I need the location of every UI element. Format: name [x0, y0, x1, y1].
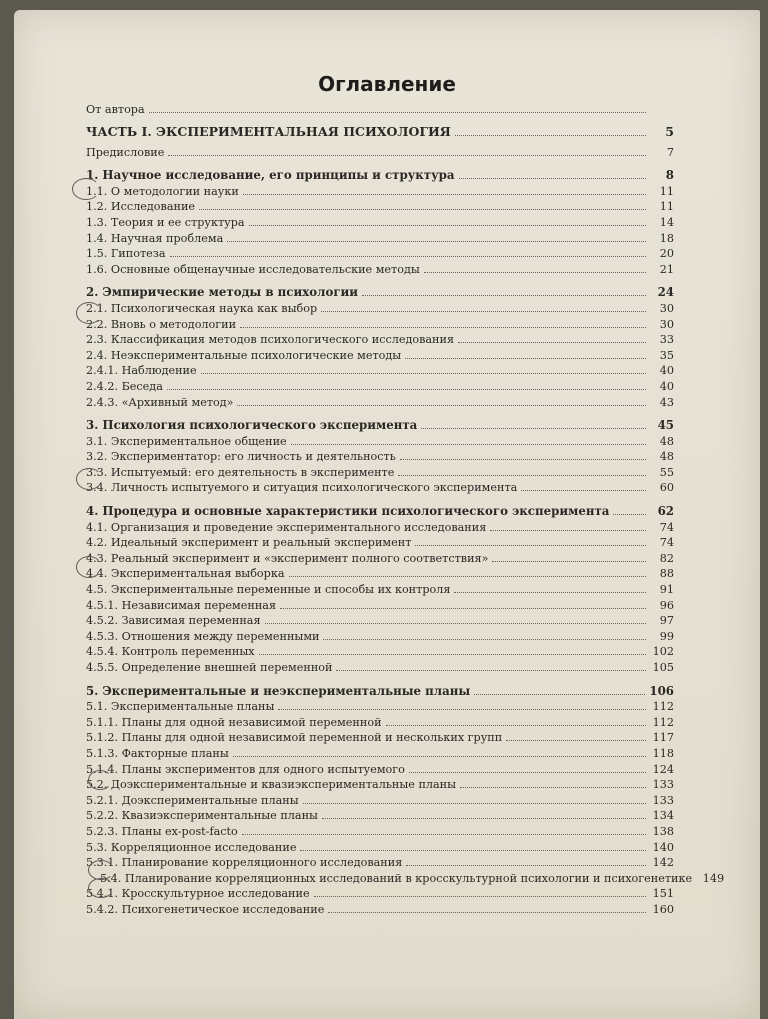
toc-entry-title: 5.1. Экспериментальные планы [86, 700, 275, 714]
toc-entry [86, 332, 674, 348]
toc-entry [86, 145, 674, 161]
dot-leader [454, 583, 646, 593]
toc-page-number: 133 [652, 793, 674, 807]
toc-entry [86, 317, 674, 333]
toc-entry-title: 2.4.3. «Архивный метод» [86, 395, 234, 409]
toc-entry-title: 5.1.1. Планы для одной независимой переменной [86, 715, 382, 729]
dot-leader [265, 614, 646, 624]
toc-entry [86, 902, 674, 918]
toc-page-number: 118 [652, 746, 674, 760]
toc-entry-title: 3.1. Экспериментальное общение [86, 434, 287, 448]
toc-chapter-entry [86, 418, 674, 434]
toc-entry [86, 520, 674, 536]
dot-leader [278, 700, 646, 710]
toc-page-number: 133 [652, 778, 674, 792]
dot-leader [613, 505, 646, 515]
toc-entry [86, 551, 674, 567]
dot-leader [233, 747, 646, 757]
dot-leader [168, 146, 646, 156]
toc-entry [86, 348, 674, 364]
dot-leader [424, 263, 646, 273]
toc-entry [86, 886, 674, 902]
dot-leader [328, 903, 646, 913]
toc-page-number: 11 [659, 184, 674, 198]
dot-leader [321, 302, 646, 312]
toc-entry [86, 598, 674, 614]
toc-entry-title: 5.1.4. Планы экспериментов для одного испытуемого [86, 762, 405, 776]
toc-entry-title: 5.2. Доэкспериментальные и квазиэкспериментальные планы [86, 778, 457, 792]
toc-page-number: 7 [666, 145, 674, 159]
toc-page-number: 45 [657, 418, 674, 433]
toc-entry-title: 4.5.5. Определение внешней переменной [86, 661, 333, 674]
toc-entry [86, 231, 674, 247]
dot-leader [167, 380, 646, 390]
dot-leader [289, 567, 647, 577]
toc-entry-title: 2.4. Неэкспериментальные психологические методы [86, 348, 402, 362]
dot-leader [249, 216, 646, 226]
toc-entry [86, 777, 674, 793]
toc-page-number: 102 [652, 645, 674, 659]
dot-leader [280, 599, 646, 609]
toc-page-number: 40 [659, 379, 674, 393]
toc-entry-title: 4.4. Экспериментальная выборка [86, 567, 285, 581]
toc-entry-title: 4.5. Экспериментальные переменные и способы их контроля [86, 583, 451, 597]
dot-leader [336, 661, 646, 671]
toc-entry [86, 582, 674, 598]
pencil-circle-mark [88, 878, 114, 898]
toc-entry [86, 480, 674, 496]
toc-entry [86, 215, 674, 231]
toc-entry [86, 184, 674, 200]
dot-leader [149, 103, 646, 113]
dot-leader [291, 435, 646, 445]
toc-entry-title: 4.5.1. Независимая переменная [86, 598, 277, 612]
toc-entry-title: 5.4.1. Кросскультурное исследование [86, 887, 310, 901]
toc-entry [86, 246, 674, 262]
pencil-circle-mark [88, 770, 112, 790]
toc-entry [86, 824, 674, 840]
dot-leader [406, 856, 646, 866]
toc-entry-title: Предисловие [86, 145, 165, 159]
toc-entry [86, 746, 674, 762]
toc-page-number: 88 [659, 567, 674, 581]
pencil-circle-mark [72, 178, 100, 200]
toc-page-number: 43 [659, 395, 674, 409]
toc-page-number: 5 [665, 123, 674, 139]
dot-leader [492, 552, 646, 562]
dot-leader [421, 419, 646, 429]
dot-leader [405, 349, 646, 359]
toc-chapter-entry [86, 168, 674, 184]
toc-page-number: 48 [659, 450, 674, 464]
toc-chapter-entry [86, 285, 674, 301]
dot-leader [400, 450, 646, 460]
page-title: Оглавление [318, 72, 456, 96]
toc-entry [86, 566, 674, 582]
toc-page-number: 91 [659, 583, 674, 597]
toc-entry [86, 629, 674, 645]
toc-entry [86, 102, 674, 118]
toc-entry-title: 2.3. Классификация методов психологического исследования [86, 333, 455, 347]
dot-leader [460, 778, 646, 788]
toc-page-number: 160 [652, 902, 674, 916]
toc-entry [86, 363, 674, 379]
toc-page-number: 140 [652, 840, 674, 854]
dot-leader [386, 716, 646, 726]
toc-entry [86, 699, 674, 715]
toc-page-number: 33 [659, 333, 674, 347]
toc-entry [86, 644, 674, 660]
toc-entry [86, 535, 674, 551]
toc-entry [86, 715, 674, 731]
toc-entry-title: 5.2.1. Доэкспериментальные планы [86, 793, 299, 807]
toc-page-number: 112 [652, 700, 674, 714]
toc-page-number: 21 [659, 262, 674, 276]
toc-entry [86, 855, 674, 871]
toc-page-number: 134 [652, 809, 674, 823]
toc-entry-title: 4.3. Реальный эксперимент и «эксперимент полного соответствия» [86, 551, 489, 565]
dot-leader [323, 630, 646, 640]
toc-entry-title: 4.2. Идеальный эксперимент и реальный эксперимент [86, 536, 412, 550]
dot-leader [398, 466, 646, 476]
toc-page-number: 99 [659, 629, 674, 643]
toc-entry-title: 4.1. Организация и проведение экспериментального исследования [86, 520, 487, 534]
toc-page-number: 106 [649, 683, 674, 698]
toc-entry-title: 3.3. Испытуемый: его деятельность в эксперименте [86, 465, 395, 479]
toc-entry-title: 3. Психология психологического эксперимента [86, 418, 418, 433]
toc-entry-title: ЧАСТЬ I. ЭКСПЕРИМЕНТАЛЬНАЯ ПСИХОЛОГИЯ [86, 123, 451, 139]
toc-page-number: 40 [659, 364, 674, 378]
toc-page-number: 11 [659, 200, 674, 214]
toc-entry-title: 2.4.1. Наблюдение [86, 364, 197, 378]
dot-leader [300, 841, 646, 851]
toc-entry-title: 2.1. Психологическая наука как выбор [86, 301, 318, 315]
toc-entry-title: 5. Экспериментальные и неэкспериментальные планы [86, 683, 471, 698]
toc-entry-title: 5.1.3. Факторные планы [86, 746, 229, 760]
toc-entry-title: 2.2. Вновь о методологии [86, 317, 237, 331]
dot-leader [458, 333, 646, 343]
toc-entry-title: 1.5. Гипотеза [86, 247, 166, 261]
dot-leader [170, 247, 646, 257]
toc-chapter-entry [86, 684, 674, 700]
dot-leader [237, 396, 646, 406]
toc-entry-title: 5.4. Планирование корреляционных исследований в кросскультурной психологии и психогенетике [100, 871, 693, 885]
toc-page-number: 97 [659, 614, 674, 628]
pencil-circle-mark [76, 302, 102, 324]
toc-entry [86, 395, 674, 411]
toc-entry-title: 1.1. О методологии науки [86, 184, 239, 198]
dot-leader [362, 286, 646, 296]
toc-entry [86, 301, 674, 317]
toc-page-number: 30 [659, 301, 674, 315]
document-page [14, 10, 760, 1019]
toc-entry-title: 5.3.1. Планирование корреляционного исследования [86, 856, 403, 870]
toc-page-number: 74 [659, 520, 674, 534]
toc-page-number: 142 [652, 856, 674, 870]
toc-page-number: 105 [652, 661, 674, 674]
toc-page-number: 96 [659, 598, 674, 612]
dot-leader [201, 364, 646, 374]
toc-entry [86, 730, 674, 746]
toc-entry [86, 793, 674, 809]
toc-part-entry [86, 118, 674, 145]
toc-entry-title: 5.2.2. Квазиэкспериментальные планы [86, 809, 318, 823]
toc-entry-title: 2.4.2. Беседа [86, 379, 163, 393]
toc-page-number: 14 [659, 215, 674, 229]
toc-entry [86, 199, 674, 215]
toc-page-number: 30 [659, 317, 674, 331]
toc-entry-title: 1.2. Исследование [86, 200, 196, 214]
dot-leader [506, 731, 646, 741]
toc-page-number: 151 [652, 887, 674, 901]
dot-leader [242, 825, 646, 835]
dot-leader [259, 645, 646, 655]
toc-page-number: 55 [659, 465, 674, 479]
dot-leader [459, 169, 646, 179]
toc-page-number: 24 [657, 285, 674, 300]
toc-entry-title: 1.3. Теория и ее структура [86, 215, 245, 229]
toc-entry [86, 379, 674, 395]
dot-leader [474, 685, 645, 695]
toc-entry [86, 840, 674, 856]
dot-leader [409, 763, 646, 773]
pencil-circle-mark [76, 468, 102, 490]
toc-entry-title: 1.4. Научная проблема [86, 231, 224, 245]
toc-entry-title: 5.3. Корреляционное исследование [86, 840, 297, 854]
dot-leader [415, 536, 646, 546]
toc-page-number: 60 [659, 481, 674, 495]
toc-entry [86, 762, 674, 778]
toc-chapter-entry [86, 504, 674, 520]
toc-entry-title: 1.6. Основные общенаучные исследовательские методы [86, 262, 420, 276]
dot-leader [199, 200, 646, 210]
toc-entry-title: 1. Научное исследование, его принципы и структура [86, 168, 455, 183]
toc-entry [86, 808, 674, 824]
toc-entry-title: 4.5.4. Контроль переменных [86, 645, 255, 659]
toc-page-number: 82 [659, 551, 674, 565]
toc-page-number: 35 [659, 348, 674, 362]
dot-leader [227, 232, 646, 242]
dot-leader [303, 794, 646, 804]
dot-leader [240, 318, 646, 328]
toc-entry-title: 3.2. Экспериментатор: его личность и деятельность [86, 450, 396, 464]
toc-entry-title: 4.5.3. Отношения между переменными [86, 629, 320, 643]
toc-entry-title: 4. Процедура и основные характеристики психологического эксперимента [86, 504, 610, 519]
dot-leader [521, 481, 646, 491]
toc-entry-title: 2. Эмпирические методы в психологии [86, 285, 359, 300]
toc-entry [86, 660, 674, 676]
pencil-circle-mark [76, 556, 102, 578]
table-of-contents [86, 102, 725, 918]
dot-leader [322, 809, 646, 819]
toc-page-number: 8 [665, 168, 674, 183]
pencil-circle-mark [88, 860, 114, 880]
toc-entry-title: 3.4. Личность испытуемого и ситуация психологического эксперимента [86, 481, 518, 495]
toc-entry-title: 4.5.2. Зависимая переменная [86, 614, 261, 628]
toc-page-number: 74 [659, 536, 674, 550]
toc-page-number: 124 [652, 762, 674, 776]
toc-entry-title: 5.4.2. Психогенетическое исследование [86, 902, 325, 916]
toc-entry-title: 5.1.2. Планы для одной независимой переменной и нескольких групп [86, 731, 503, 745]
toc-entry [86, 871, 725, 887]
toc-entry [86, 613, 674, 629]
toc-entry [86, 434, 674, 450]
toc-entry [86, 262, 674, 278]
toc-page-number: 112 [652, 715, 674, 729]
toc-page-number: 149 [702, 871, 725, 885]
toc-page-number: 20 [659, 247, 674, 261]
toc-page-number: 117 [652, 731, 674, 745]
toc-page-number: 48 [659, 434, 674, 448]
toc-page-number: 18 [659, 231, 674, 245]
dot-leader [455, 126, 646, 136]
toc-entry-title: 5.2.3. Планы ex-post-facto [86, 824, 238, 838]
dot-leader [314, 887, 646, 897]
toc-page-number: 138 [652, 824, 674, 838]
toc-entry-title: От автора [86, 103, 145, 116]
dot-leader [243, 185, 646, 195]
dot-leader [490, 521, 646, 531]
toc-page-number: 62 [657, 504, 674, 519]
toc-entry [86, 465, 674, 481]
toc-entry [86, 449, 674, 465]
